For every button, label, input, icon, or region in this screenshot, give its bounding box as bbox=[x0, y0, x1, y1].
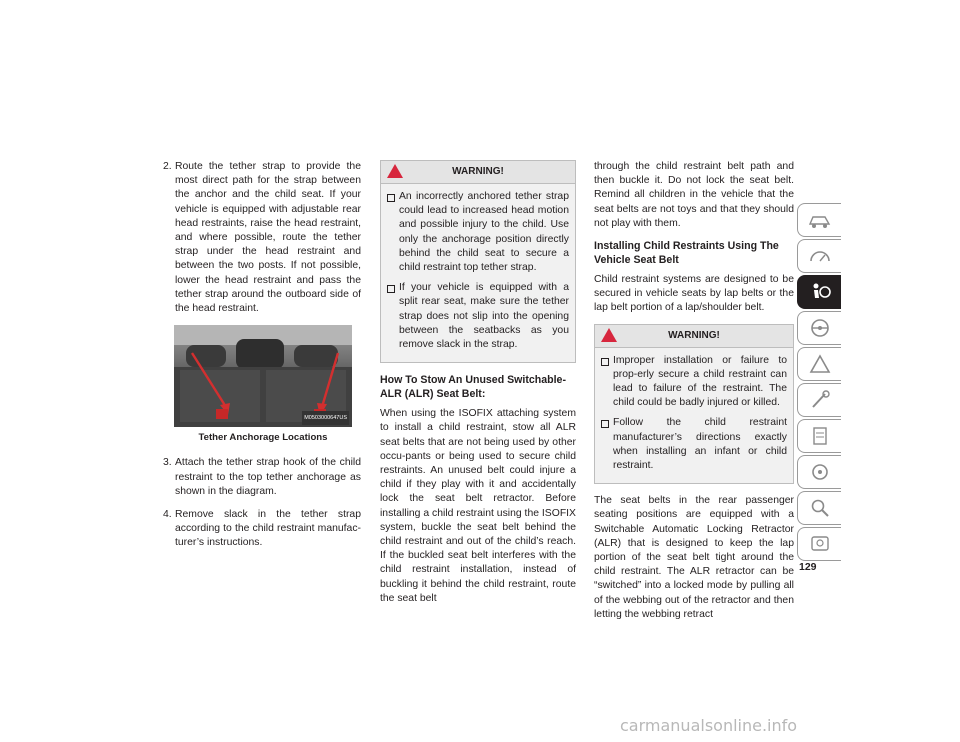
step-4 bbox=[163, 508, 361, 551]
tab-emergency[interactable] bbox=[797, 347, 841, 381]
tab-languages[interactable] bbox=[797, 527, 841, 561]
checkbox-bullet-icon bbox=[601, 358, 609, 366]
tab-starting-operating[interactable] bbox=[797, 311, 841, 345]
tab-vehicle-info[interactable] bbox=[797, 203, 841, 237]
body-paragraph: The seat belts in the rear passenger seating positions are equipped with a Switchable Automatic Locking Retractor (ALR) that is designed to keep the lap portion of the seat belt tight around the child restraint. The ALR retractor can be “switched” into a locked mode by pulling all of the webbing out of the retractor and then letting the webbing retract bbox=[594, 495, 794, 620]
tab-safety[interactable] bbox=[797, 275, 841, 309]
warning-triangle-icon bbox=[387, 164, 403, 178]
tab-servicing[interactable] bbox=[797, 383, 841, 417]
warning-item-text: An incorrectly anchored tether strap could lead to increased head motion and possible injury to the child. Use only the anchorage position directly behind the child seat to secure a child restraint top tether strap. bbox=[399, 191, 569, 274]
step-text: Attach the tether strap hook of the child restraint to the top tether anchorage as shown in the diagram. bbox=[175, 457, 361, 497]
emergency-icon bbox=[807, 353, 833, 375]
specifications-icon bbox=[807, 425, 833, 447]
chapter-tabs bbox=[797, 203, 841, 563]
step-2 bbox=[163, 160, 361, 316]
warning-box bbox=[594, 324, 794, 485]
tab-specifications[interactable] bbox=[797, 419, 841, 453]
warning-item bbox=[601, 416, 787, 473]
tether-anchorage-photo bbox=[174, 325, 352, 427]
warning-header bbox=[595, 325, 793, 348]
body-paragraph: through the child restraint belt path and then buckle it. Do not lock the seat belt. Remind all children in the vehicle that the seat belts are not toys and that they should not play with them. bbox=[594, 161, 794, 229]
checkbox-bullet-icon bbox=[387, 194, 395, 202]
warning-item bbox=[601, 354, 787, 411]
column-1 bbox=[163, 160, 361, 560]
tab-instrument-cluster[interactable] bbox=[797, 239, 841, 273]
vehicle-info-icon bbox=[807, 209, 833, 231]
servicing-icon bbox=[807, 389, 833, 411]
section-heading: Installing Child Restraints Using The Vehicle Seat Belt bbox=[594, 240, 779, 267]
step-3 bbox=[163, 456, 361, 499]
safety-airbag-icon bbox=[807, 281, 833, 303]
checkbox-bullet-icon bbox=[387, 285, 395, 293]
instrument-cluster-icon bbox=[807, 245, 833, 267]
warning-header bbox=[381, 161, 575, 184]
warning-body bbox=[381, 184, 575, 362]
warning-item-text: If your vehicle is equipped with a split rear seat, make sure the tether strap does not slip into the opening between the seatbacks as you remove slack in the strap. bbox=[399, 282, 569, 351]
section-heading: How To Stow An Unused Switchable-ALR (ALR) Seat Belt: bbox=[380, 374, 566, 401]
page-number: 129 bbox=[799, 561, 817, 573]
warning-body bbox=[595, 348, 793, 484]
checkbox-bullet-icon bbox=[601, 420, 609, 428]
warning-item bbox=[387, 281, 569, 352]
warning-item-text: Follow the child restraint manufacturer’s directions exactly when installing an infant or child restraint. bbox=[613, 417, 787, 472]
step-text: Route the tether strap to provide the most direct path for the strap between the anchor and the child seat. If your vehicle is equipped with adjustable rear head restraints, raise the head restraint, and where possible, route the tether strap under the head restraint and between the two posts. If not possible, lower the head restraint and pass the tether strap around the outboard side of the head restraint. bbox=[175, 161, 361, 315]
step-number: 2. bbox=[163, 161, 172, 172]
column-2 bbox=[380, 160, 576, 614]
step-number: 3. bbox=[163, 457, 172, 469]
warning-box bbox=[380, 160, 576, 363]
step-text: Remove slack in the tether strap according to the child restraint manufac-turer’s instructions. bbox=[175, 509, 361, 549]
body-paragraph: Child restraint systems are designed to be secured in vehicle seats by lap belts or the lap belt portion of a lap/shoulder belt. bbox=[594, 274, 794, 314]
warning-triangle-icon bbox=[601, 328, 617, 342]
warning-title: WARNING! bbox=[452, 166, 504, 177]
column-3 bbox=[594, 160, 794, 630]
languages-icon bbox=[807, 533, 833, 555]
figure-caption: Tether Anchorage Locations bbox=[198, 432, 328, 444]
index-search-icon bbox=[807, 497, 833, 519]
warning-item-text: Improper installation or failure to prop-erly secure a child restraint can lead to failure of the restraint. The child could be badly injured or killed. bbox=[613, 354, 787, 409]
multimedia-icon bbox=[807, 461, 833, 483]
steering-wheel-icon bbox=[807, 317, 833, 339]
tab-index[interactable] bbox=[797, 491, 841, 525]
watermark: carmanualsonline.info bbox=[620, 716, 798, 735]
step-number: 4. bbox=[163, 509, 172, 521]
tab-multimedia[interactable] bbox=[797, 455, 841, 489]
warning-title: WARNING! bbox=[668, 329, 720, 341]
image-code: M0503000647US bbox=[302, 411, 349, 425]
warning-item bbox=[387, 190, 569, 275]
body-paragraph: When using the ISOFIX attaching system to install a child restraint, stow all ALR seat belts that are not being used by other occu-pants or being used to secure child restraints. An unused belt could injure a child if they play with it and accidentally lock the seat belt retractor. Before installing a child restraint using the ISOFIX system, buckle the seat belt behind the child restraint and out of the child’s reach. If the buckled seat belt interferes with the child restraint installation, instead of buckling it behind the child restraint, route the seat belt bbox=[380, 408, 576, 604]
